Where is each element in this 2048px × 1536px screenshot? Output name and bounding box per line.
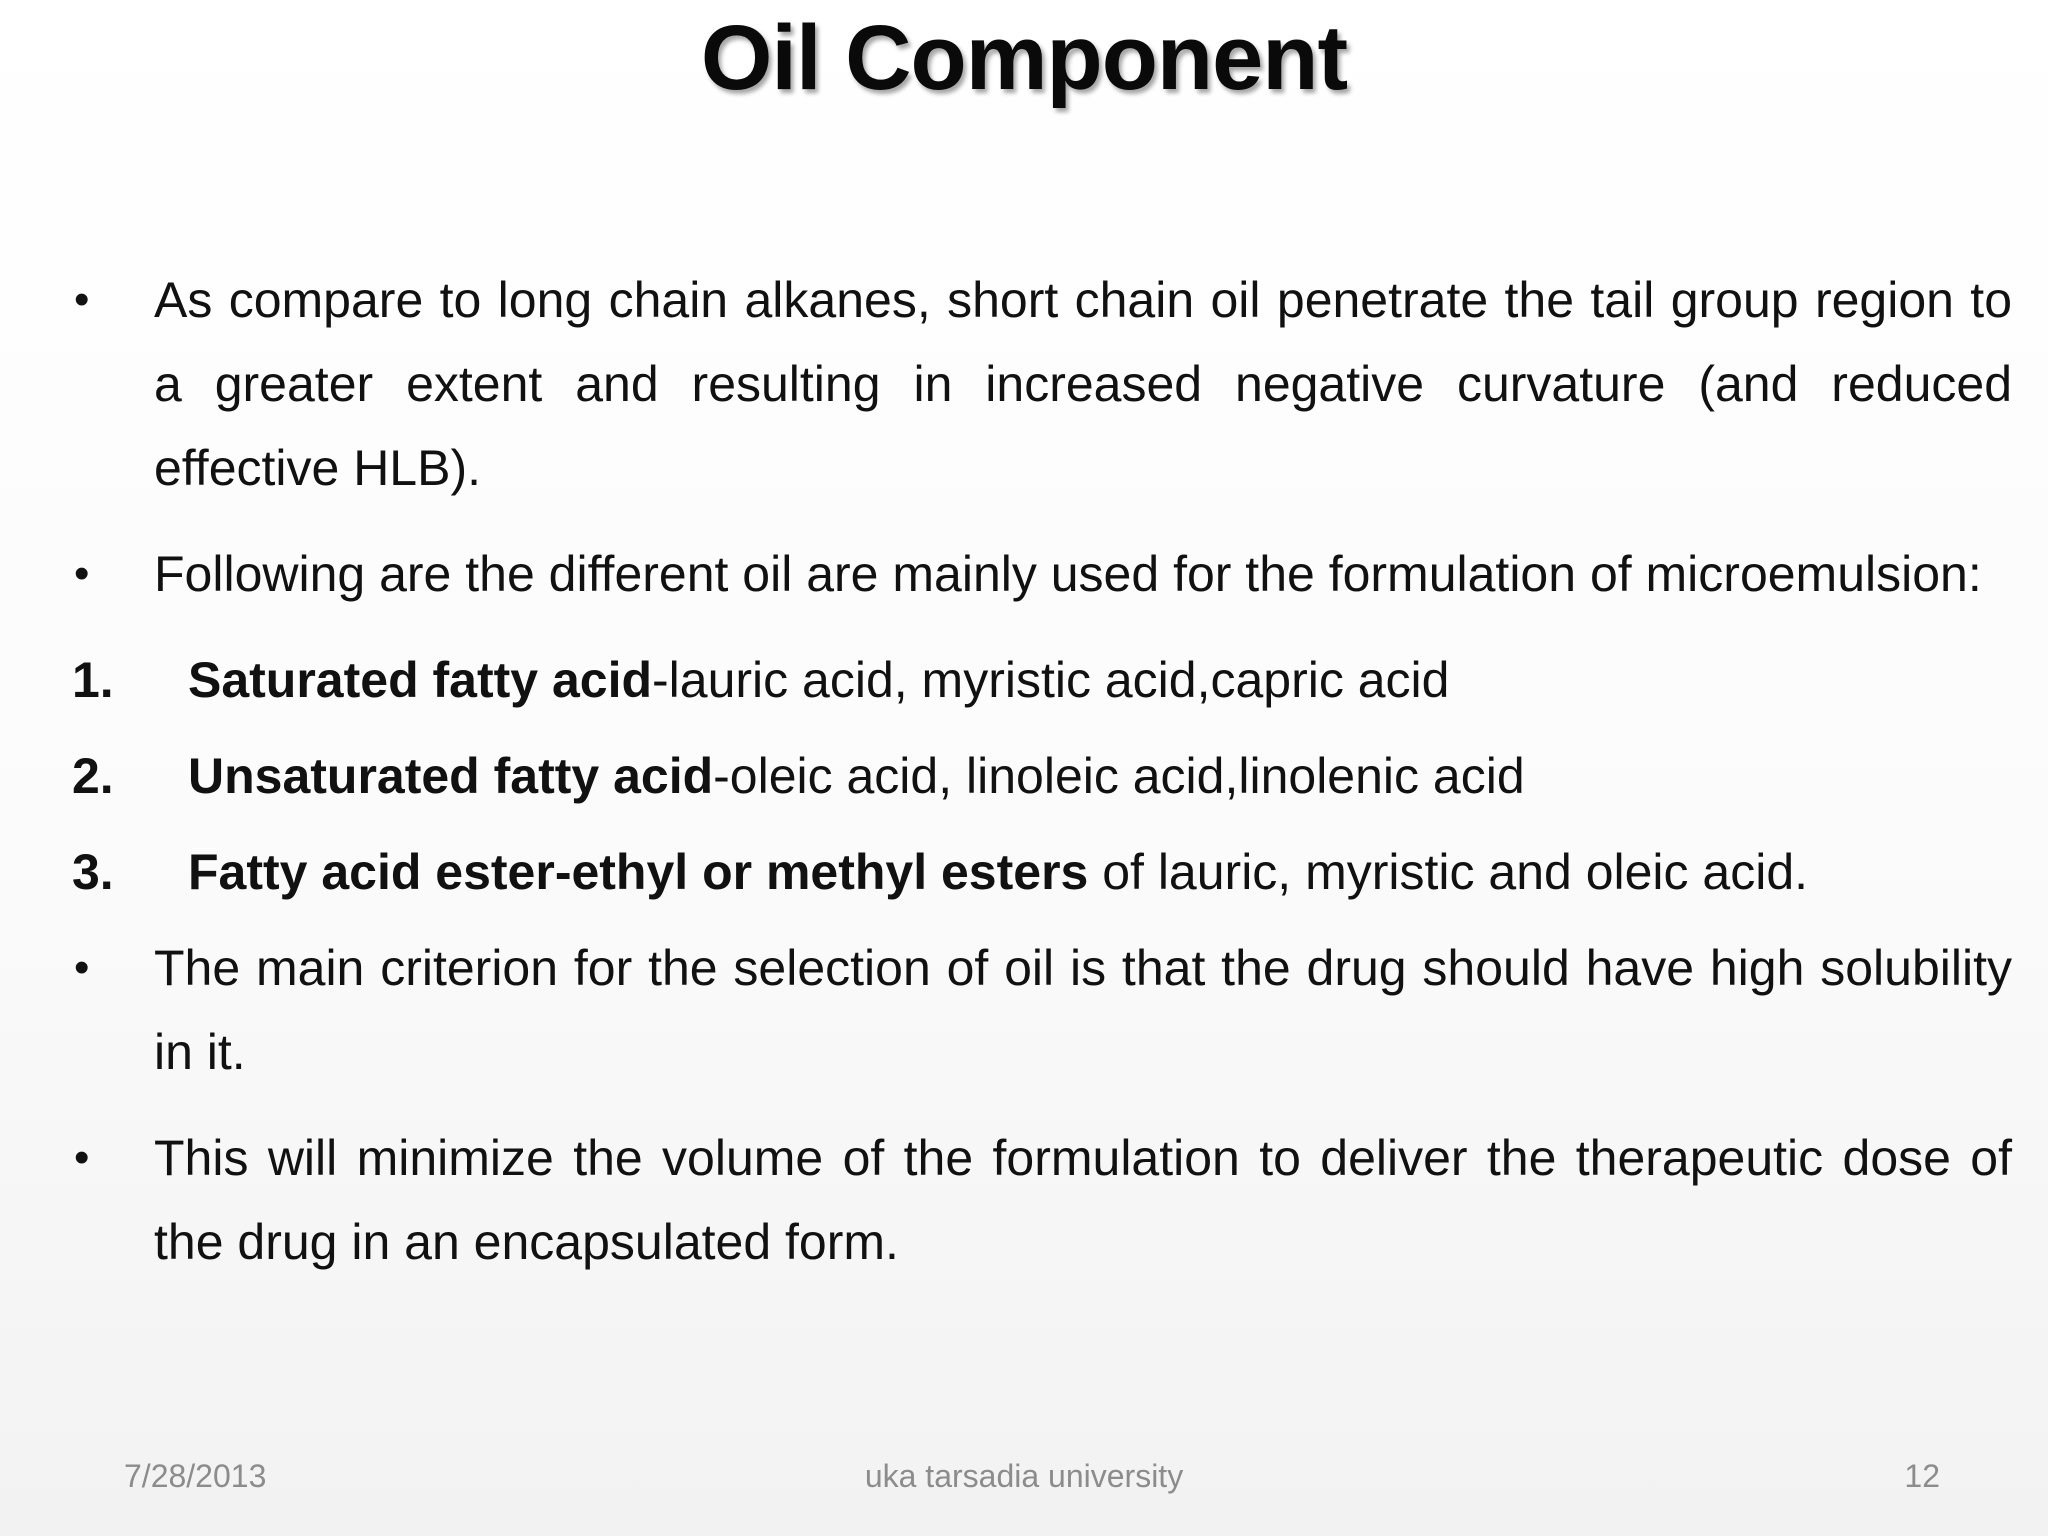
item-number: 2. [72,748,114,804]
slide-content [72,258,2012,1284]
slide-title: Oil Component [700,7,1348,109]
bullet-item [72,926,2012,1094]
bullet-text: As compare to long chain alkanes, short chain oil penetrate the tail group region to a greater extent and resulting in increased negative curvature (and reduced effective HLB). [154,272,2012,496]
numbered-item [72,830,2012,914]
footer-date: 7/28/2013 [124,1458,267,1494]
numbered-text [188,734,2012,818]
footer-institution: uka tarsadia university [864,1458,1184,1494]
numbered-text [188,830,2012,914]
numbered-item [72,638,2012,722]
numbered-item [72,734,2012,818]
footer-page-number: 12 [1904,1458,1940,1494]
bullet-icon: • [74,1133,90,1182]
numbered-rest-text: of lauric, myristic and oleic acid. [1088,844,1809,900]
bullet-item [72,1116,2012,1284]
item-number: 3. [72,844,114,900]
bullet-icon: • [74,275,90,324]
bullet-text: The main criterion for the selection of oil is that the drug should have high solubility in it. [154,940,2012,1080]
bullet-text: Following are the different oil are mainly used for the formulation of microemulsion: [154,546,1982,602]
numbered-bold-term: Unsaturated fatty acid [188,748,714,804]
bullet-text: This will minimize the volume of the formulation to deliver the therapeutic dose of the drug in an encapsulated form. [154,1130,2012,1270]
numbered-rest-text: -lauric acid, myristic acid,capric acid [652,652,1450,708]
numbered-bold-term: Fatty acid ester-ethyl or methyl esters [188,844,1089,900]
item-number: 1. [72,652,114,708]
bullet-icon: • [74,549,90,598]
numbered-text [188,638,2012,722]
bullet-item [72,532,2012,616]
bullet-icon: • [74,943,90,992]
numbered-bold-term: Saturated fatty acid [188,652,653,708]
numbered-rest-text: -oleic acid, linoleic acid,linolenic acid [713,748,1525,804]
bullet-item [72,258,2012,510]
